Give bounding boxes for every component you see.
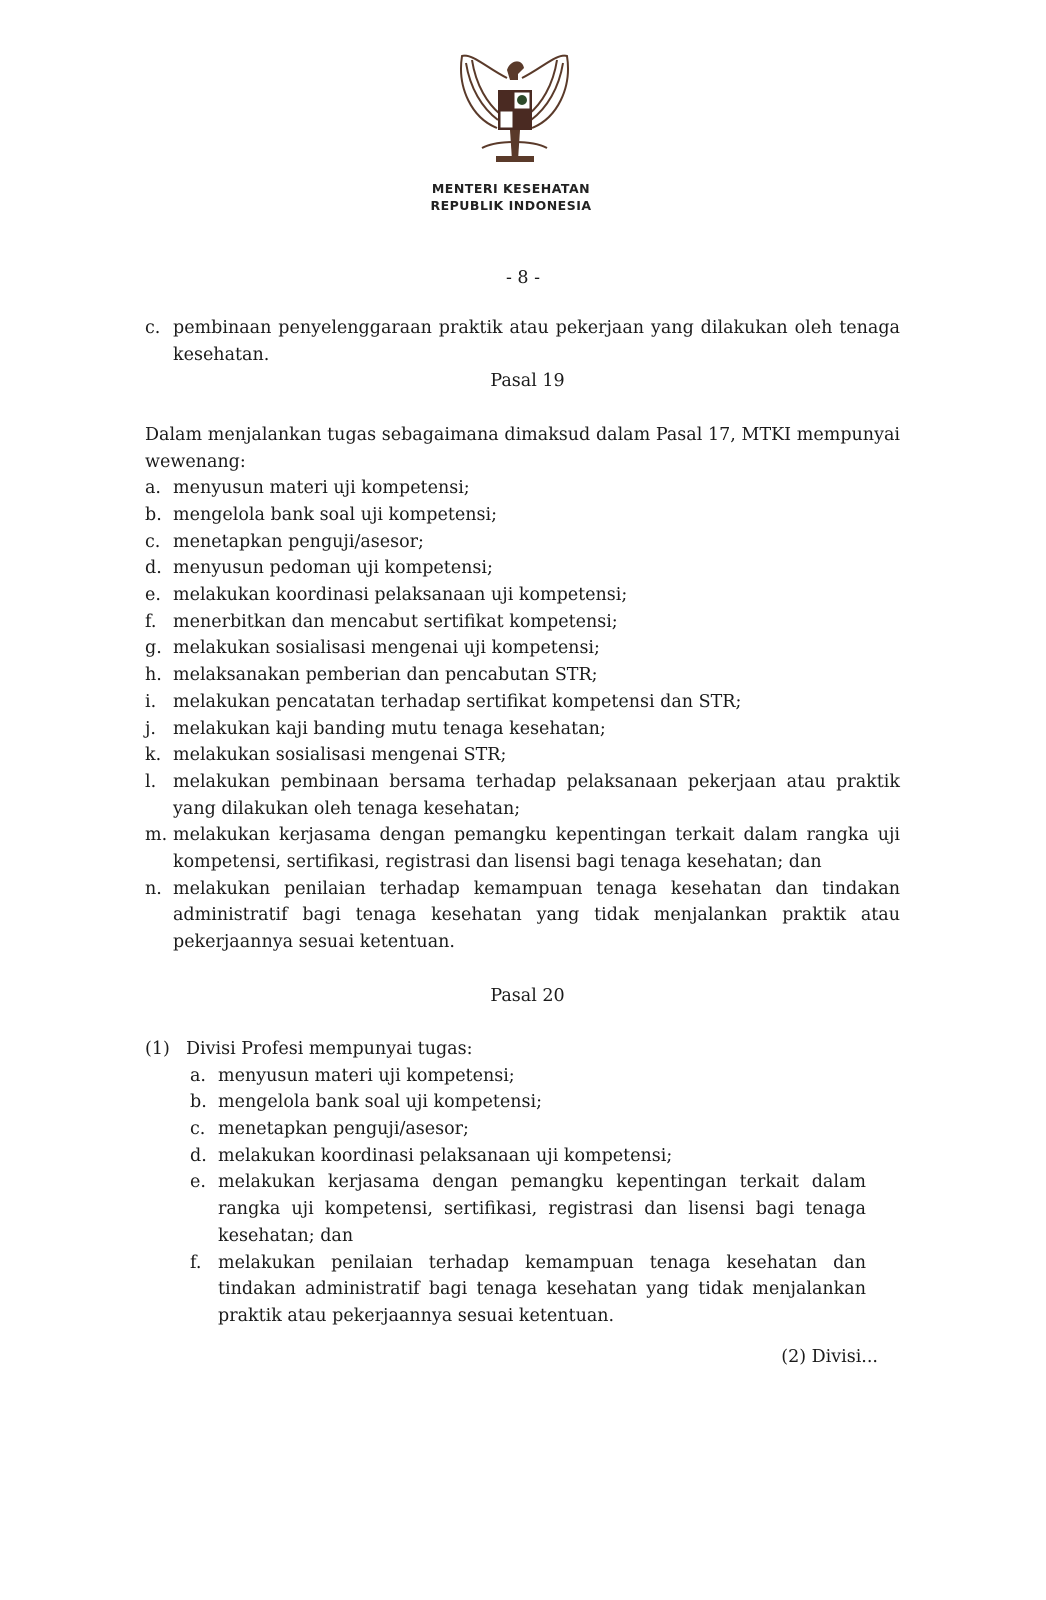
list-item <box>145 822 900 875</box>
list-item <box>145 662 900 689</box>
item-text: melakukan penilaian terhadap kemampuan tenaga kesehatan dan tindakan administratif bagi tenaga kesehatan yang tidak menjalankan praktik atau pekerjaannya sesuai ketentuan. <box>173 878 900 953</box>
item-text: pembinaan penyelenggaraan praktik atau pekerjaan yang dilakukan oleh tenaga kesehatan. <box>173 318 900 365</box>
item-label: d. <box>145 558 162 579</box>
list-item <box>145 689 900 716</box>
item-label: d. <box>190 1145 207 1166</box>
pasal20-list <box>190 1063 866 1330</box>
item-label: b. <box>145 504 162 525</box>
clause-label: (1) <box>145 1038 170 1059</box>
list-item <box>145 769 900 822</box>
garuda-emblem-logo <box>452 48 577 173</box>
list-item <box>145 315 900 368</box>
item-label: h. <box>145 665 162 686</box>
item-text: menetapkan penguji/asesor; <box>173 531 424 552</box>
item-text: menerbitkan dan mencabut sertifikat kompetensi; <box>173 611 618 632</box>
list-item <box>190 1089 866 1116</box>
item-text: melakukan sosialisasi mengenai STR; <box>173 745 507 766</box>
document-body <box>145 315 900 1370</box>
item-label: b. <box>190 1092 207 1113</box>
pasal19-list <box>145 475 900 956</box>
institution-line-1: MENTERI KESEHATAN <box>431 181 591 196</box>
list-item <box>145 582 900 609</box>
item-text: mengelola bank soal uji kompetensi; <box>218 1092 542 1113</box>
list-item <box>145 742 900 769</box>
item-text: menyusun materi uji kompetensi; <box>218 1065 515 1086</box>
institution-name <box>400 180 622 214</box>
list-item <box>145 502 900 529</box>
item-text: menyusun pedoman uji kompetensi; <box>173 558 493 579</box>
item-text: melakukan penilaian terhadap kemampuan tenaga kesehatan dan tindakan administratif bagi tenaga kesehatan yang tidak menjalankan praktik atau pekerjaannya sesuai ketentuan. <box>218 1252 866 1326</box>
list-item <box>145 555 900 582</box>
item-label: e. <box>145 585 161 606</box>
list-item <box>145 635 900 662</box>
list-item <box>190 1250 866 1330</box>
list-item <box>190 1169 866 1249</box>
clause <box>145 1036 900 1063</box>
item-label: i. <box>145 691 157 712</box>
item-label: a. <box>145 478 161 499</box>
item-label: g. <box>145 638 162 659</box>
item-text: melakukan kaji banding mutu tenaga kesehatan; <box>173 718 606 739</box>
item-text: mengelola bank soal uji kompetensi; <box>173 504 497 525</box>
item-label: c. <box>190 1119 206 1140</box>
list-item <box>190 1116 866 1143</box>
item-text: melakukan kerjasama dengan pemangku kepentingan terkait dalam rangka uji kompetensi, sertifikasi, registrasi dan lisensi bagi tenaga kesehatan; dan <box>173 825 900 873</box>
item-text: menetapkan penguji/asesor; <box>218 1119 469 1140</box>
page-number: - 8 - <box>505 268 541 288</box>
item-text: melakukan pencatatan terhadap sertifikat kompetensi dan STR; <box>173 691 742 712</box>
item-text: melakukan sosialisasi mengenai uji kompetensi; <box>173 638 600 659</box>
list-item <box>145 716 900 743</box>
clause-text: Divisi Profesi mempunyai tugas: <box>186 1038 473 1059</box>
continuation-note: (2) Divisi... <box>781 1346 878 1367</box>
item-label: e. <box>190 1172 206 1193</box>
list-item <box>190 1143 866 1170</box>
section-heading: Pasal 20 <box>490 985 565 1006</box>
item-text: melakukan pembinaan bersama terhadap pelaksanaan pekerjaan atau praktik yang dilakukan oleh tenaga kesehatan; <box>173 771 900 819</box>
item-text: menyusun materi uji kompetensi; <box>173 478 470 499</box>
item-label: f. <box>190 1252 202 1273</box>
paragraph: Dalam menjalankan tugas sebagaimana dimaksud dalam Pasal 17, MTKI mempunyai wewenang: <box>145 424 900 472</box>
list-item <box>145 475 900 502</box>
item-label: a. <box>190 1065 206 1086</box>
institution-line-2: REPUBLIK INDONESIA <box>430 198 592 213</box>
item-label: m. <box>145 825 168 846</box>
item-text: melaksanakan pemberian dan pencabutan STR; <box>173 665 598 686</box>
item-text: melakukan koordinasi pelaksanaan uji kompetensi; <box>218 1145 673 1166</box>
item-label: n. <box>145 878 162 899</box>
item-text: melakukan kerjasama dengan pemangku kepentingan terkait dalam rangka uji kompetensi, sertifikasi, registrasi dan lisensi bagi tenaga kesehatan; dan <box>218 1172 866 1246</box>
item-label: c. <box>145 531 161 552</box>
item-label: c. <box>145 318 161 338</box>
item-label: j. <box>145 718 156 739</box>
item-label: f. <box>145 611 157 632</box>
list-item <box>145 609 900 636</box>
list-item <box>145 876 900 956</box>
list-item <box>190 1063 866 1090</box>
item-label: l. <box>145 771 157 792</box>
item-text: melakukan koordinasi pelaksanaan uji kompetensi; <box>173 585 628 606</box>
list-item <box>145 529 900 556</box>
section-heading: Pasal 19 <box>490 371 565 392</box>
item-label: k. <box>145 745 162 766</box>
